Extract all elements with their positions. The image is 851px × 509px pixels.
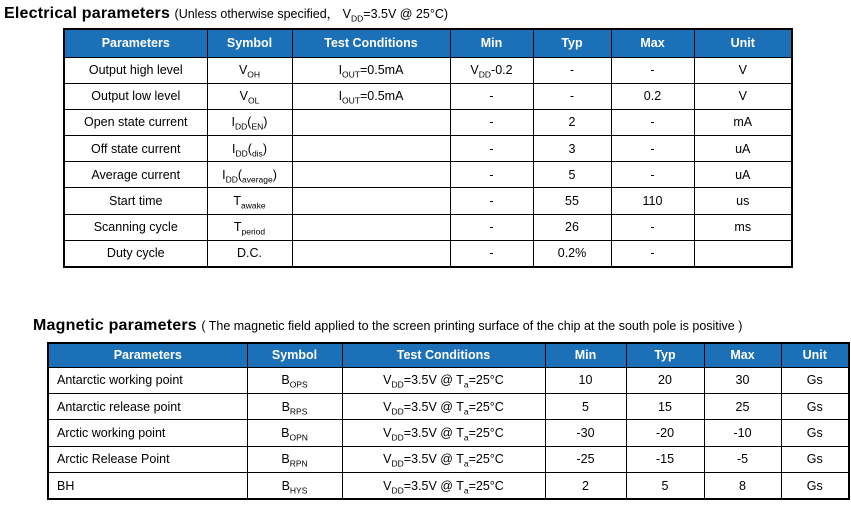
table-row xyxy=(64,109,792,135)
text-segment: ) xyxy=(263,115,268,130)
text-segment: =0.5mA xyxy=(360,89,404,104)
text-segment: I xyxy=(232,141,236,156)
table-cell: 0.2 xyxy=(611,83,694,109)
subscript-text: a xyxy=(463,379,469,390)
table-cell xyxy=(292,109,450,135)
table-cell: V xyxy=(694,57,792,83)
table-cell: Antarctic release point xyxy=(48,393,247,419)
subscript-text: OUT xyxy=(342,95,360,106)
table-cell: 5 xyxy=(626,473,704,499)
text-segment: B xyxy=(281,373,290,388)
electrical-section-subtitle xyxy=(174,7,449,24)
subscript-text: DD xyxy=(391,406,404,417)
text-segment: =25°C xyxy=(468,478,504,493)
table-cell: 8 xyxy=(704,473,781,499)
table-cell xyxy=(292,188,450,214)
table-cell: 110 xyxy=(611,188,694,214)
table-cell: D.C. xyxy=(207,240,292,266)
text-segment: V xyxy=(239,89,248,104)
header-row xyxy=(48,343,849,367)
text-segment: =3.5V @ T xyxy=(403,452,464,467)
table-cell: -10 xyxy=(704,420,781,446)
table-row xyxy=(48,367,849,393)
column-header: Max xyxy=(611,29,694,57)
table-cell: - xyxy=(533,57,611,83)
text-segment: =3.5V @ T xyxy=(403,373,464,388)
magnetic-section-title: Magnetic parameters xyxy=(33,317,197,334)
table-cell: Arctic Release Point xyxy=(48,446,247,472)
table-cell: - xyxy=(450,83,533,109)
subscript-text: OUT xyxy=(342,69,360,80)
subscript-text: RPN xyxy=(289,458,308,469)
subscript-text: DD xyxy=(391,379,404,390)
electrical-section-title: Electrical parameters xyxy=(4,5,171,22)
subscript-text: EN xyxy=(251,121,264,132)
column-header: Min xyxy=(450,29,533,57)
table-cell: Output low level xyxy=(64,83,207,109)
table-cell: 2 xyxy=(533,109,611,135)
subscript-text: HYS xyxy=(289,485,308,495)
table-cell xyxy=(207,214,292,240)
text-segment: V xyxy=(383,425,392,440)
text-segment: =3.5V @ T xyxy=(403,478,464,493)
subscript-text: a xyxy=(463,485,469,495)
table-cell: 5 xyxy=(545,393,626,419)
subscript-text: OPN xyxy=(289,432,308,443)
electrical-table-body xyxy=(64,57,792,267)
column-header: Parameters xyxy=(64,29,207,57)
table-cell: - xyxy=(450,188,533,214)
table-cell: Start time xyxy=(64,188,207,214)
table-cell: Average current xyxy=(64,162,207,188)
subscript-text: DD xyxy=(225,174,238,185)
table-cell xyxy=(694,240,792,266)
table-cell: - xyxy=(611,136,694,162)
table-cell: - xyxy=(611,57,694,83)
text-segment: I xyxy=(222,167,226,182)
text-segment: I xyxy=(338,63,343,78)
magnetic-section-subtitle: ( The magnetic field applied to the screen printing surface of the chip at the south pole is positive ) xyxy=(201,319,743,333)
text-segment: =25°C xyxy=(468,425,504,440)
subscript-text: DD xyxy=(478,69,492,80)
text-segment: I xyxy=(338,89,343,104)
table-cell: - xyxy=(611,162,694,188)
table-cell: uA xyxy=(694,136,792,162)
table-cell: 30 xyxy=(704,367,781,393)
column-header: Symbol xyxy=(247,343,342,367)
column-header: Test Conditions xyxy=(292,29,450,57)
text-segment: =3.5V @ T xyxy=(403,399,464,414)
table-cell xyxy=(342,420,545,446)
text-segment: V xyxy=(470,63,479,78)
table-cell: - xyxy=(611,214,694,240)
table-cell: Arctic working point xyxy=(48,420,247,446)
table-cell: Antarctic working point xyxy=(48,367,247,393)
table-cell: 2 xyxy=(545,473,626,499)
column-header: Typ xyxy=(626,343,704,367)
table-cell xyxy=(342,446,545,472)
table-cell xyxy=(292,240,450,266)
table-cell xyxy=(342,393,545,419)
subscript-text: awake xyxy=(241,200,266,211)
table-cell: uA xyxy=(694,162,792,188)
table-cell: 55 xyxy=(533,188,611,214)
text-segment: B xyxy=(281,478,290,493)
subscript-text: a xyxy=(463,432,469,443)
table-cell: V xyxy=(694,83,792,109)
table-cell xyxy=(207,109,292,135)
table-cell: - xyxy=(450,214,533,240)
table-cell xyxy=(342,367,545,393)
table-row xyxy=(64,162,792,188)
text-segment: B xyxy=(281,399,290,414)
table-row xyxy=(64,240,792,266)
table-cell: -15 xyxy=(626,446,704,472)
text-segment: T xyxy=(233,220,242,235)
subscript-text: DD xyxy=(391,458,404,469)
table-cell: - xyxy=(611,109,694,135)
text-segment: ) xyxy=(272,167,277,182)
header-row xyxy=(64,29,792,57)
table-cell xyxy=(292,214,450,240)
table-cell: Duty cycle xyxy=(64,240,207,266)
subscript-text: a xyxy=(463,458,469,469)
table-cell xyxy=(207,162,292,188)
table-cell: - xyxy=(611,240,694,266)
column-header: Test Conditions xyxy=(342,343,545,367)
table-cell xyxy=(292,57,450,83)
subscript-text: DD xyxy=(391,432,404,443)
table-cell: 15 xyxy=(626,393,704,419)
table-cell xyxy=(450,57,533,83)
table-cell: - xyxy=(450,136,533,162)
table-cell: 5 xyxy=(533,162,611,188)
table-cell xyxy=(342,473,545,499)
table-row xyxy=(48,473,849,499)
magnetic-parameters-table xyxy=(47,342,850,500)
table-cell: Gs xyxy=(781,446,849,472)
table-cell xyxy=(247,367,342,393)
electrical-parameters-table xyxy=(63,28,793,268)
table-cell: ms xyxy=(694,214,792,240)
text-segment: =25°C xyxy=(468,399,504,414)
subscript-text: period xyxy=(241,226,266,237)
text-segment: V xyxy=(383,373,392,388)
table-row xyxy=(48,420,849,446)
table-row xyxy=(48,393,849,419)
text-segment: =25°C xyxy=(468,452,504,467)
text-segment: -0.2 xyxy=(491,63,513,78)
table-cell: Gs xyxy=(781,367,849,393)
subscript-text: OH xyxy=(247,69,261,80)
table-cell xyxy=(207,57,292,83)
subscript-text: dis xyxy=(251,148,263,159)
table-cell xyxy=(247,473,342,499)
table-cell xyxy=(292,83,450,109)
electrical-table-head xyxy=(64,29,792,57)
table-cell xyxy=(292,136,450,162)
text-segment: B xyxy=(281,425,290,440)
text-segment: V xyxy=(383,478,392,493)
text-segment: (Unless otherwise specified， V xyxy=(174,7,351,21)
table-row xyxy=(64,214,792,240)
table-cell xyxy=(292,162,450,188)
magnetic-section-title-line xyxy=(33,317,742,335)
text-segment: ( xyxy=(247,141,252,156)
column-header: Unit xyxy=(781,343,849,367)
table-cell: Off state current xyxy=(64,136,207,162)
column-header: Max xyxy=(704,343,781,367)
subscript-text: OL xyxy=(248,95,260,106)
table-cell: -30 xyxy=(545,420,626,446)
table-row xyxy=(64,188,792,214)
text-segment: =25°C xyxy=(468,373,504,388)
table-cell: - xyxy=(450,240,533,266)
table-cell: 10 xyxy=(545,367,626,393)
table-cell: Scanning cycle xyxy=(64,214,207,240)
table-cell: 26 xyxy=(533,214,611,240)
text-segment: =0.5mA xyxy=(360,63,404,78)
table-cell: Gs xyxy=(781,473,849,499)
table-cell xyxy=(247,420,342,446)
table-cell: Gs xyxy=(781,393,849,419)
table-cell xyxy=(207,136,292,162)
table-cell: 0.2% xyxy=(533,240,611,266)
table-cell: - xyxy=(533,83,611,109)
table-cell: 25 xyxy=(704,393,781,419)
table-cell: Open state current xyxy=(64,109,207,135)
subscript-text: DD xyxy=(235,121,248,132)
table-cell: mA xyxy=(694,109,792,135)
table-row xyxy=(48,446,849,472)
text-segment: =3.5V @ 25°C) xyxy=(363,7,449,21)
subscript-text: DD xyxy=(391,485,404,495)
text-segment: V xyxy=(383,399,392,414)
table-cell: - xyxy=(450,162,533,188)
table-cell xyxy=(247,446,342,472)
subscript-text: OPS xyxy=(289,379,308,390)
subscript-text: average xyxy=(242,174,273,185)
text-segment: I xyxy=(231,115,236,130)
table-cell: us xyxy=(694,188,792,214)
text-segment: V xyxy=(238,63,248,78)
table-cell xyxy=(207,83,292,109)
subscript-text: RPS xyxy=(289,406,308,417)
table-cell: BH xyxy=(48,473,247,499)
text-segment: V xyxy=(383,452,392,467)
subscript-text: DD xyxy=(351,13,364,24)
text-segment: ( xyxy=(247,115,252,130)
magnetic-table-head xyxy=(48,343,849,367)
table-row xyxy=(64,83,792,109)
text-segment: ) xyxy=(262,141,267,156)
column-header: Unit xyxy=(694,29,792,57)
text-segment: ( xyxy=(237,167,243,182)
table-cell: -20 xyxy=(626,420,704,446)
subscript-text: a xyxy=(463,406,469,417)
column-header: Min xyxy=(545,343,626,367)
table-cell: - xyxy=(450,109,533,135)
table-cell: -5 xyxy=(704,446,781,472)
table-row xyxy=(64,136,792,162)
column-header: Symbol xyxy=(207,29,292,57)
table-cell: 20 xyxy=(626,367,704,393)
table-cell: Output high level xyxy=(64,57,207,83)
electrical-section-title-line xyxy=(4,4,448,23)
magnetic-table-body xyxy=(48,367,849,499)
table-cell xyxy=(247,393,342,419)
table-cell: Gs xyxy=(781,420,849,446)
text-segment: T xyxy=(233,194,242,209)
table-cell xyxy=(207,188,292,214)
column-header: Parameters xyxy=(48,343,247,367)
table-cell: -25 xyxy=(545,446,626,472)
subscript-text: DD xyxy=(235,148,248,159)
text-segment: =3.5V @ T xyxy=(403,425,464,440)
table-row xyxy=(64,57,792,83)
table-cell: 3 xyxy=(533,136,611,162)
text-segment: B xyxy=(281,452,290,467)
column-header: Typ xyxy=(533,29,611,57)
